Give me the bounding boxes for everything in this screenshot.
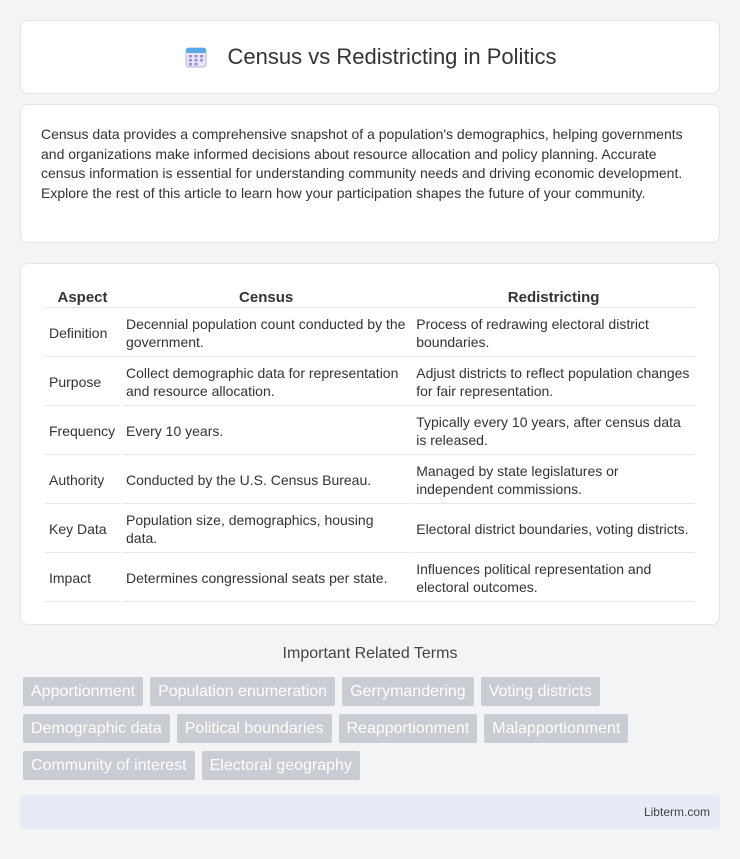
term-tag[interactable]: Apportionment [23,677,143,706]
title-card [20,20,720,94]
term-tag[interactable]: Demographic data [23,714,170,743]
cell-redistricting: Managed by state legislatures or independent commissions. [412,457,695,504]
intro-text: Census data provides a comprehensive snapshot of a population's demographics, helping governments and organizations make informed decisions about resource allocation and policy planning. Accurate census information is essential for understanding community needs and driving economic development. Explore the rest of this article to learn how your participation shapes the future of your community. [41,126,683,201]
related-terms-title: Important Related Terms [282,645,458,662]
calendar-icon [184,45,208,69]
cell-census: Population size, demographics, housing data. [122,506,410,553]
footer [20,795,720,829]
header-census: Census [122,286,410,308]
comparison-table [43,284,697,604]
term-tag[interactable]: Population enumeration [150,677,335,706]
term-tag[interactable]: Reapportionment [339,714,478,743]
cell-aspect: Key Data [45,506,120,553]
term-tag[interactable]: Electoral geography [202,751,360,780]
term-tag[interactable]: Community of interest [23,751,195,780]
comparison-table-card [20,263,720,625]
header-aspect: Aspect [45,286,120,308]
table-row [45,506,695,553]
intro-card [20,104,720,243]
cell-redistricting: Influences political representation and electoral outcomes. [412,555,695,602]
page-title: Census vs Redistricting in Politics [227,44,557,69]
cell-aspect: Definition [45,310,120,357]
cell-aspect: Impact [45,555,120,602]
term-tag[interactable]: Malapportionment [484,714,628,743]
term-tag[interactable]: Gerrymandering [342,677,474,706]
table-row [45,359,695,406]
term-tag[interactable]: Voting districts [481,677,600,706]
cell-redistricting: Process of redrawing electoral district boundaries. [412,310,695,357]
cell-aspect: Frequency [45,408,120,455]
footer-site-link[interactable]: Libterm.com [643,805,710,819]
cell-census: Conducted by the U.S. Census Bureau. [122,457,410,504]
cell-redistricting: Typically every 10 years, after census data is released. [412,408,695,455]
cell-census: Decennial population count conducted by the government. [122,310,410,357]
table-row [45,310,695,357]
cell-census: Collect demographic data for representation and resource allocation. [122,359,410,406]
cell-aspect: Authority [45,457,120,504]
cell-redistricting: Electoral district boundaries, voting districts. [412,506,695,553]
table-row [45,457,695,504]
header-redistricting: Redistricting [412,286,695,308]
cell-census: Every 10 years. [122,408,410,455]
term-tag[interactable]: Political boundaries [177,714,332,743]
cell-redistricting: Adjust districts to reflect population changes for fair representation. [412,359,695,406]
related-terms-list [23,677,723,788]
table-row [45,408,695,455]
cell-census: Determines congressional seats per state. [122,555,410,602]
cell-aspect: Purpose [45,359,120,406]
table-row [45,555,695,602]
